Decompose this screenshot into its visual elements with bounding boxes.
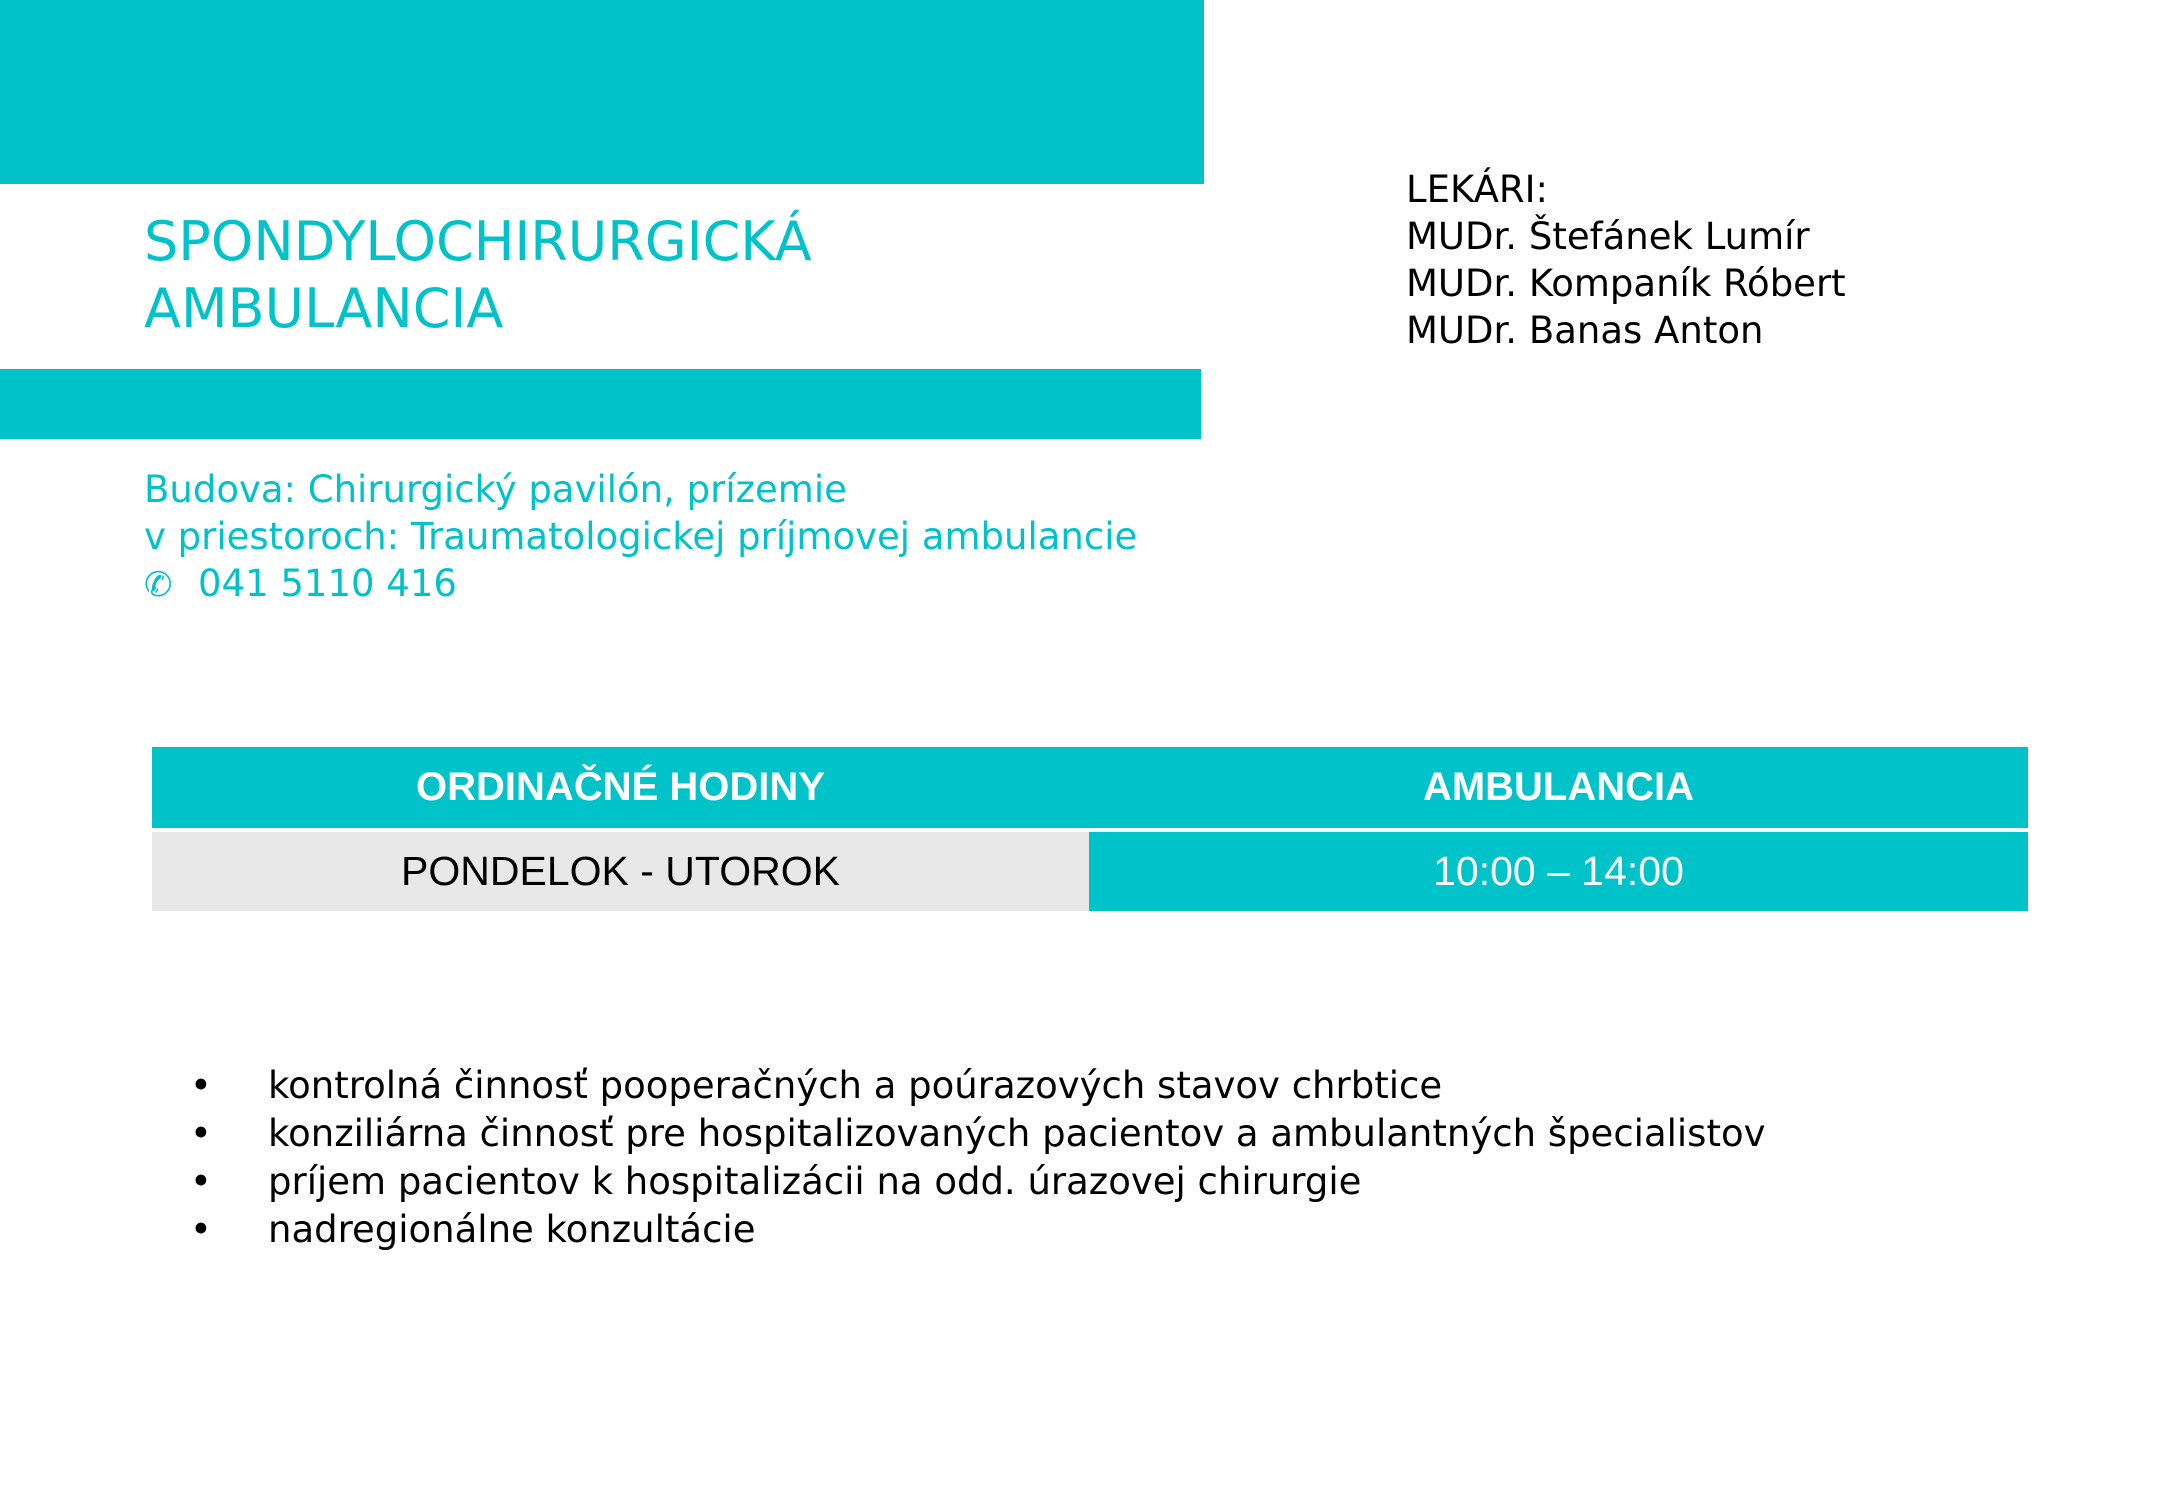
- list-item: [190, 1110, 1766, 1158]
- list-item: [190, 1206, 1766, 1254]
- office-hours-table: [152, 747, 2028, 911]
- list-item-text: príjem pacientov k hospitalizácii na odd. úrazovej chirurgie: [268, 1160, 1362, 1203]
- phone-line: [144, 560, 1137, 609]
- bullet: •: [190, 1160, 212, 1203]
- table-header-hours: ORDINAČNÉ HODINY: [416, 765, 825, 809]
- bullet: •: [190, 1064, 212, 1107]
- top-accent-band: [0, 0, 1204, 184]
- phone-icon: ✆: [144, 565, 173, 605]
- list-item: [190, 1062, 1766, 1110]
- page-title-line-1: SPONDYLOCHIRURGICKÁ: [144, 210, 812, 273]
- table-header-row: [152, 747, 2028, 828]
- building-text: Budova: Chirurgický pavilón, prízemie: [144, 468, 847, 511]
- table-header-ambulance: AMBULANCIA: [1422, 765, 1695, 809]
- page-title: [144, 208, 812, 342]
- doctor-name: MUDr. Štefánek Lumír: [1406, 215, 1810, 258]
- page-title-line-2: AMBULANCIA: [144, 277, 504, 340]
- location-info: [144, 466, 1137, 609]
- list-item-text: konziliárna činnosť pre hospitalizovaných pacientov a ambulantných špecialistov: [268, 1112, 1766, 1155]
- list-item-text: kontrolná činnosť pooperačných a poúrazových stavov chrbtice: [268, 1064, 1443, 1107]
- phone-number: 041 5110 416: [198, 562, 457, 605]
- list-item-text: nadregionálne konzultácie: [268, 1208, 756, 1251]
- premises-text: v priestoroch: Traumatologickej príjmovej ambulancie: [144, 515, 1138, 558]
- list-item: [190, 1158, 1766, 1206]
- doctor-name: MUDr. Kompaník Róbert: [1406, 262, 1846, 305]
- middle-accent-band: [0, 369, 1201, 439]
- services-list: [190, 1062, 1766, 1254]
- table-row: [152, 832, 2028, 911]
- doctors-heading: LEKÁRI:: [1406, 168, 1549, 211]
- bullet: •: [190, 1208, 212, 1251]
- table-cell-days: PONDELOK - UTOROK: [152, 832, 1089, 911]
- table-cell-time: 10:00 – 14:00: [1089, 832, 2028, 911]
- bullet: •: [190, 1112, 212, 1155]
- doctor-name: MUDr. Banas Anton: [1406, 309, 1764, 352]
- doctors-list: [1406, 166, 1846, 354]
